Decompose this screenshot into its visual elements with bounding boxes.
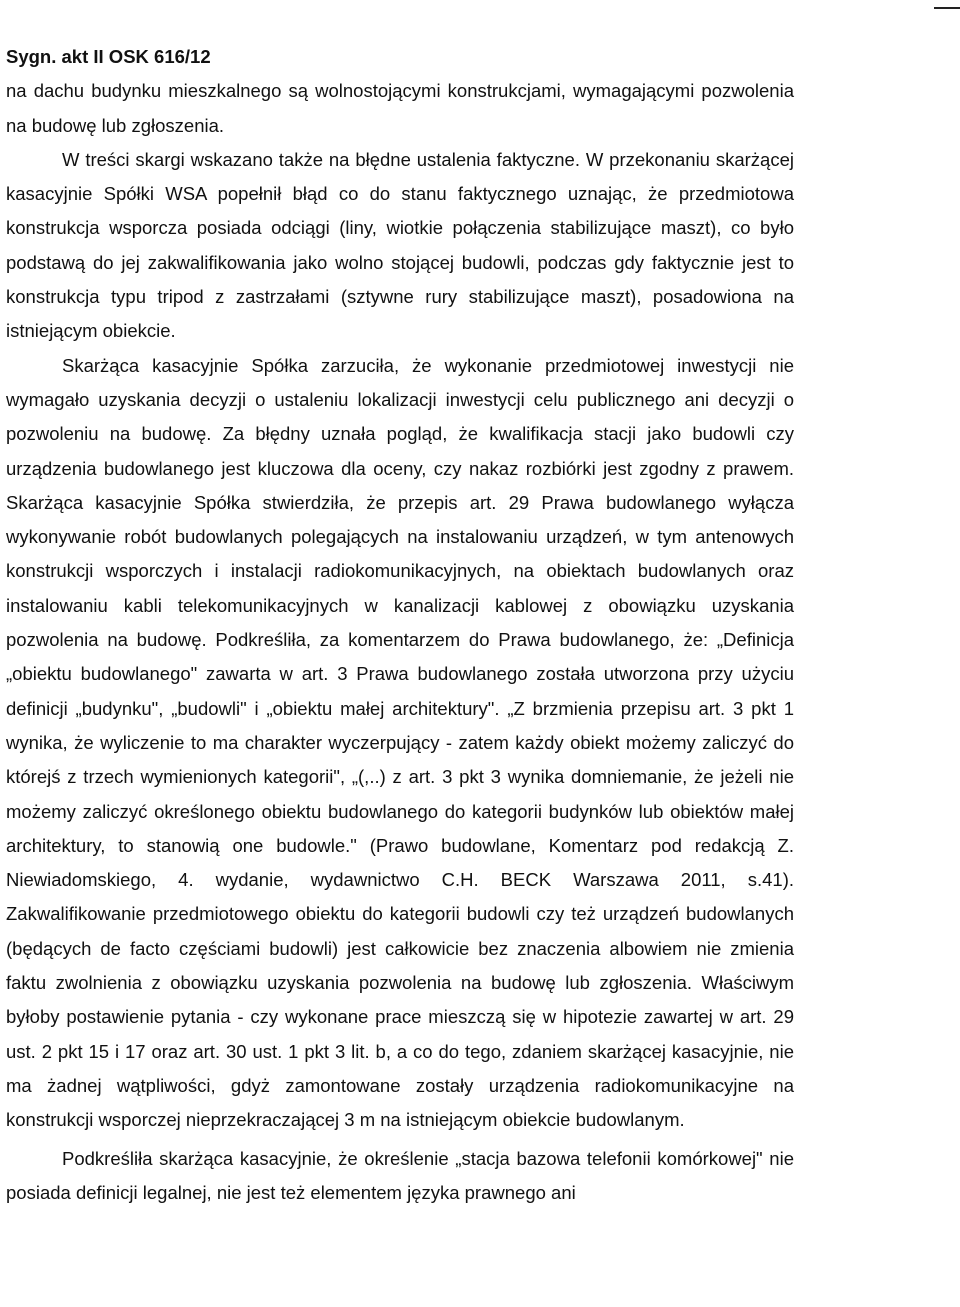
paragraph-1: na dachu budynku mieszkalnego są wolnostojącymi konstrukcjami, wymagającymi pozwolenia na budowę lub zgłoszenia. bbox=[6, 80, 794, 136]
document-page bbox=[6, 40, 794, 1210]
paragraph-3: Skarżąca kasacyjnie Spółka zarzuciła, że wykonanie przedmiotowej inwestycji nie wymagało uzyskania decyzji o ustaleniu lokalizacji inwestycji celu publicznego ani decyzji o pozwoleniu na budowę. Za błędny uznała pogląd, że kwalifikacja stacji jako budowli czy urządzenia budowlanego jest kluczowa dla oceny, czy nakaz rozbiórki jest zgodny z prawem. Skarżąca kasacyjnie Spółka stwierdziła, że przepis art. 29 Prawa budowlanego wyłącza wykonywanie robót budowlanych polegających na instalowaniu urządzeń, w tym antenowych konstrukcji wsporczych i instalacji radiokomunikacyjnych, na obiektach budowlanych oraz instalowaniu kabli telekomunikacyjnych w kanalizacji kablowej z obowiązku uzyskania pozwolenia na budowę. Podkreśliła, za komentarzem do Prawa budowlanego, że: „Definicja „obiektu budowlanego" zawarta w art. 3 Prawa budowlanego została utworzona przy użyciu definicji „budynku", „budowli" i „obiektu małej architektury". „Z brzmienia przepisu art. 3 pkt 1 wynika, że wyliczenie to ma charakter wyczerpujący - zatem każdy obiekt możemy zaliczyć do którejś z trzech wymienionych kategorii", „(,..) z art. 3 pkt 3 wynika domniemanie, że jeżeli nie możemy zaliczyć określonego obiektu budowlanego do kategorii budynków lub obiektów małej architektury, to stanowią one budowle." (Prawo budowlane, Komentarz pod redakcją Z. Niewiadomskiego, 4. wydanie, wydawnictwo C.H. BECK Warszawa 2011, s.41). Zakwalifikowanie przedmiotowego obiektu do kategorii budowli czy też urządzeń budowlanych (będących de facto częściami budowli) jest całkowicie bez znaczenia albowiem nie zmienia faktu zwolnienia z obowiązku uzyskania pozwolenia na budowę lub zgłoszenia. Właściwym byłoby postawienie pytania - czy wykonane prace mieszczą się w hipotezie zawartej w art. 29 ust. 2 pkt 15 i 17 oraz art. 30 ust. 1 pkt 3 lit. b, a co do tego, zdaniem skarżącej kasacyjnie, nie ma żadnej wątpliwości, gdyż zamontowane zostały urządzenia radiokomunikacyjne na konstrukcji wsporczej nieprzekraczającej 3 m na istniejącym obiekcie budowlanym. bbox=[6, 354, 794, 1131]
paragraph-2: W treści skargi wskazano także na błędne ustalenia faktyczne. W przekonaniu skarżącej kasacyjnie Spółki WSA popełnił błąd co do stanu faktycznego uznając, że przedmiotowa konstrukcja wsporcza posiada odciągi (liny, wiotkie połączenia stabilizujące maszt), co było podstawą do jej zakwalifikowania jako wolno stojącej budowli, podczas gdy faktycznie jest to konstrukcja typu tripod z zastrzałami (sztywne rury stabilizujące maszt), posadowiona na istniejącym obiekcie. bbox=[6, 148, 794, 342]
page-corner-rule bbox=[934, 7, 960, 9]
case-number: Sygn. akt II OSK 616/12 bbox=[6, 46, 211, 67]
paragraph-4: Podkreśliła skarżąca kasacyjnie, że określenie „stacja bazowa telefonii komórkowej" nie posiada definicji legalnej, nie jest też elementem języka prawnego ani bbox=[6, 1147, 794, 1203]
